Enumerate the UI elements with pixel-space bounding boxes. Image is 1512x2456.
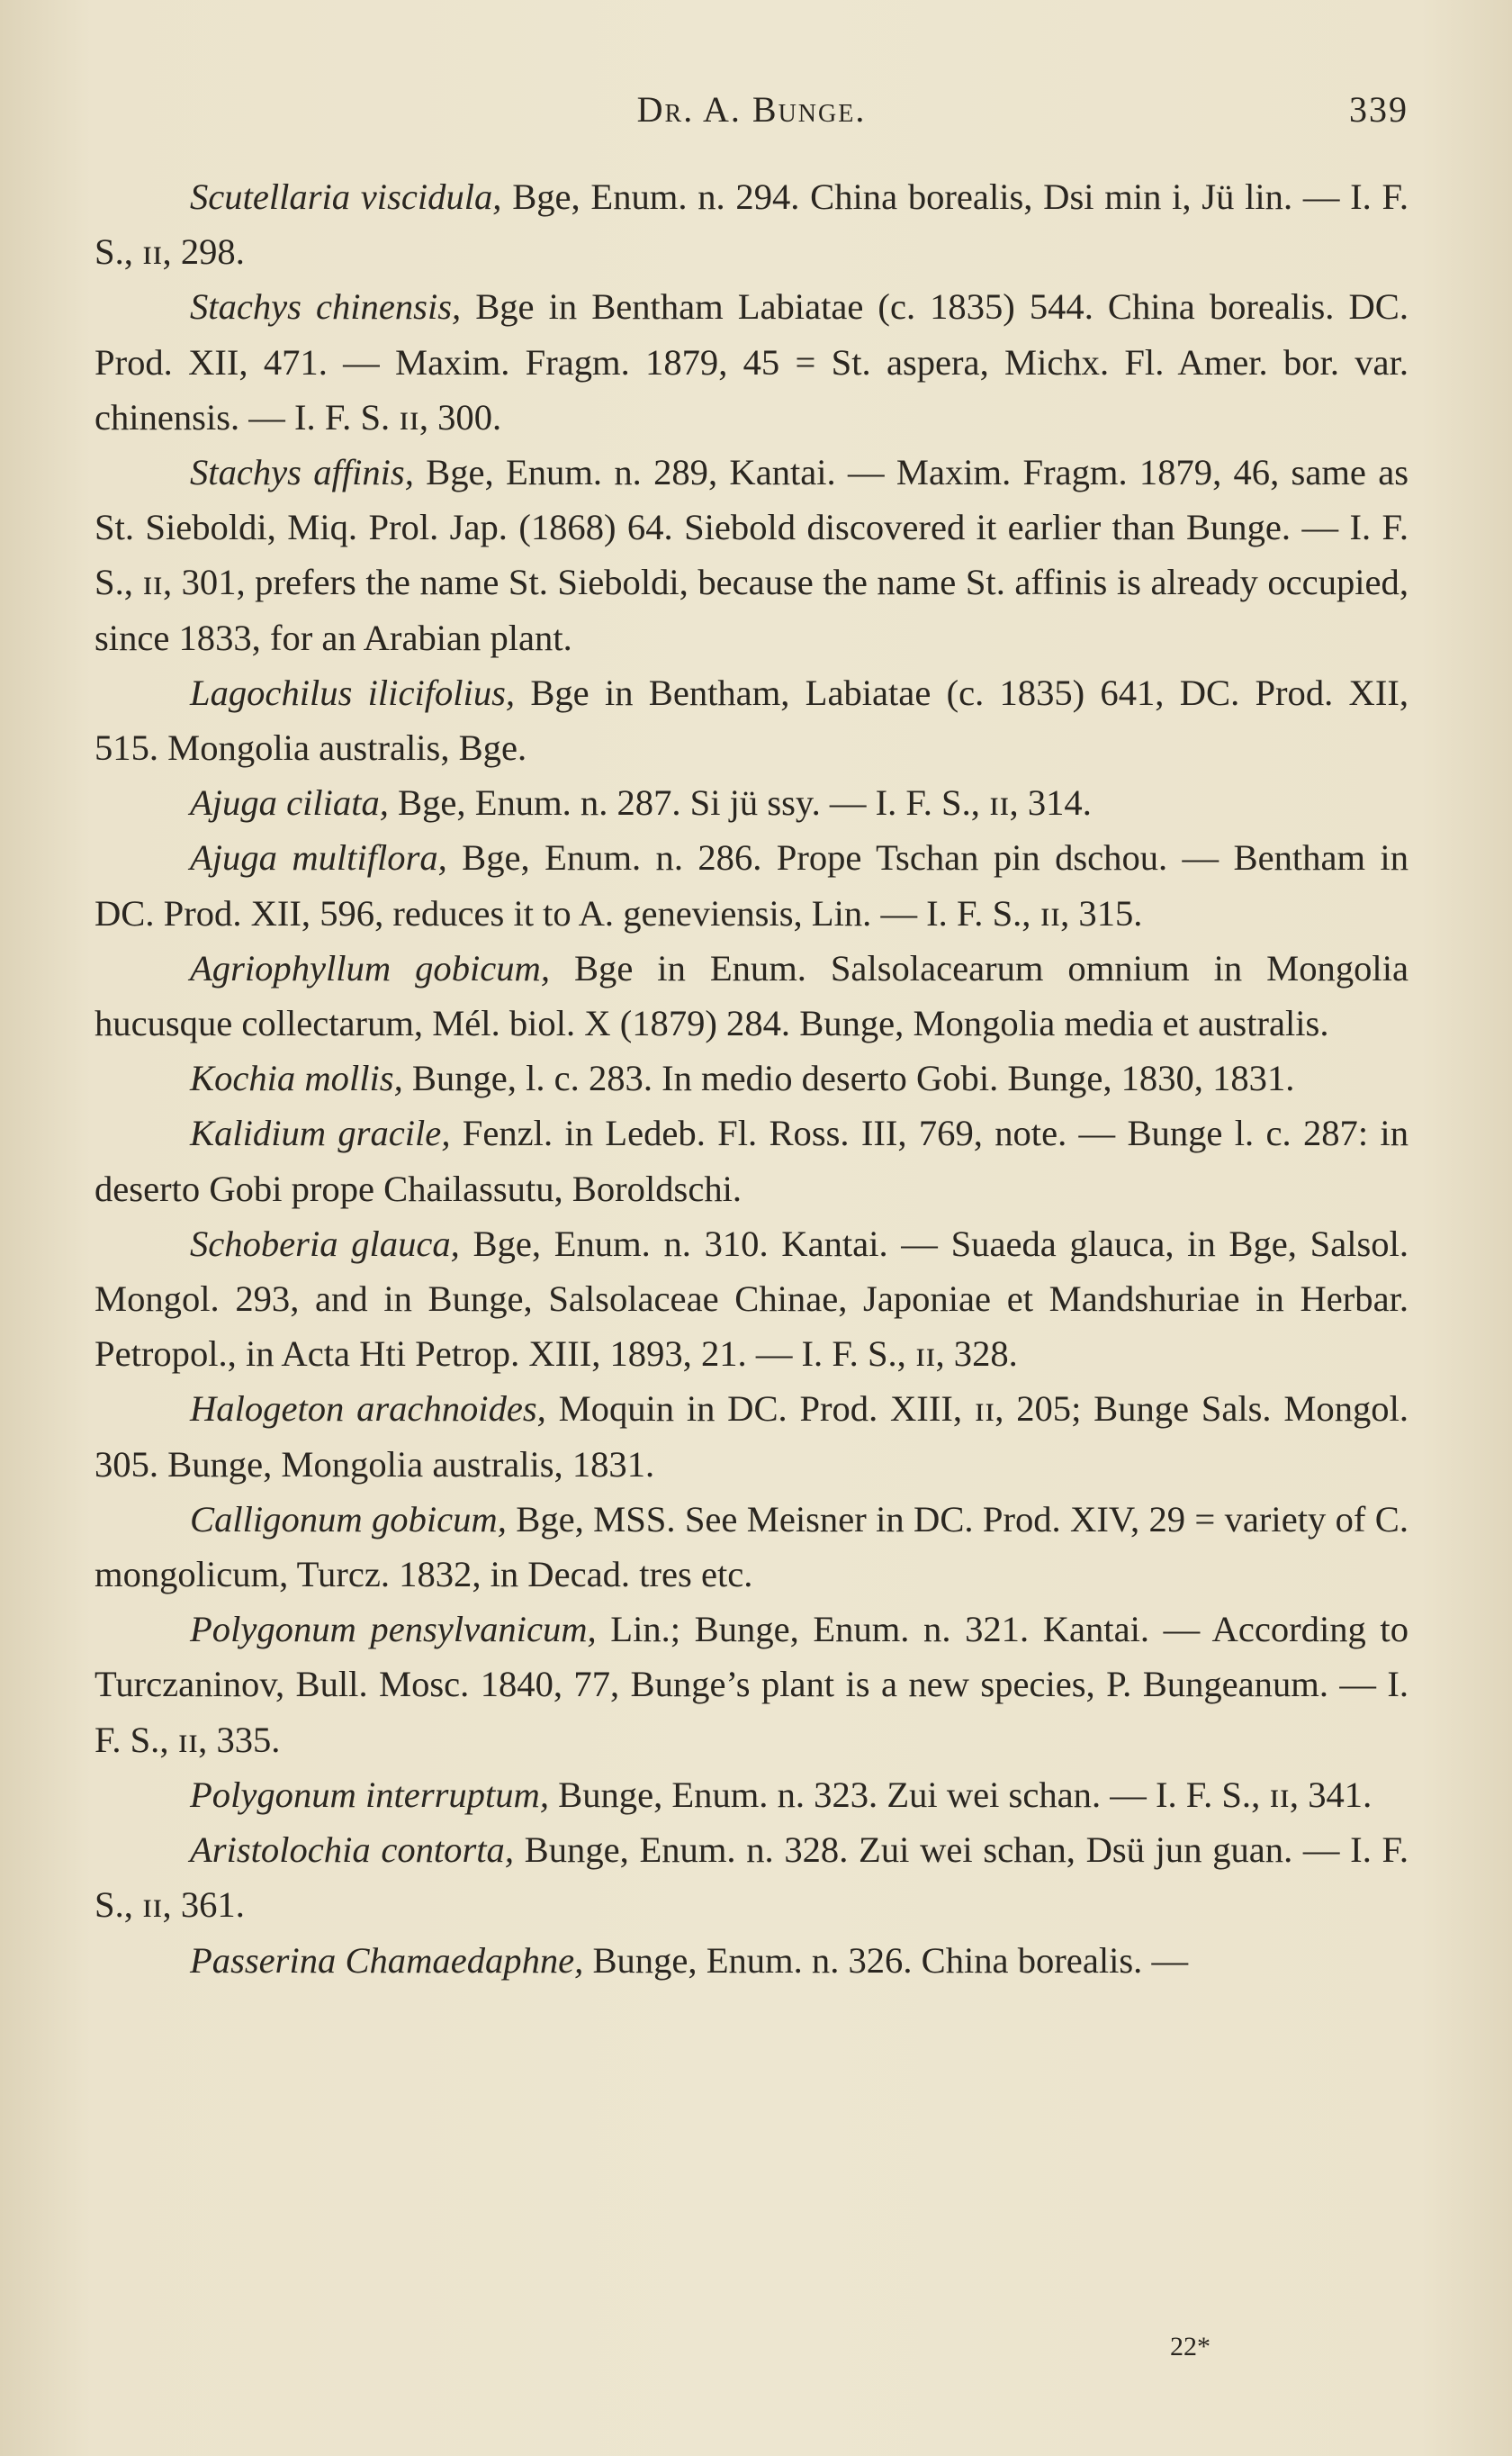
species-name: Kochia mollis, xyxy=(190,1058,403,1099)
species-name: Halogeton arachnoides, xyxy=(190,1388,546,1430)
page-number: 339 xyxy=(1349,89,1408,130)
entry-text: Bge, Enum. n. 286. Prope Tschan pin dschou. — Bentham in DC. Prod. XII, 596, reduces it to A. geneviensis, Lin. — I. F. S., ɪɪ, 315. xyxy=(94,837,1408,934)
species-name: Schoberia glauca, xyxy=(190,1223,460,1264)
entry xyxy=(94,1216,1408,1382)
entry-text: Bge in Enum. Salsolacearum omnium in Mongolia hucusque collectarum, Mél. biol. X (1879) 284. Bunge, Mongolia media et australis. xyxy=(94,947,1408,1044)
entry xyxy=(94,1051,1408,1106)
entry-text: Fenzl. in Ledeb. Fl. Ross. III, 769, note. — Bunge l. c. 287: in deserto Gobi prope Chailassutu, Boroldschi. xyxy=(94,1113,1408,1209)
species-name: Passerina Chamaedaphne, xyxy=(190,1939,584,1981)
running-head: Dr. A. Bunge. xyxy=(636,89,867,130)
entry-text: Bunge, Enum. n. 326. China borealis. — xyxy=(583,1939,1189,1981)
entry-text: Bge in Bentham Labiatae (c. 1835) 544. China borealis. DC. Prod. XII, 471. — Maxim. Fragm. 1879, 45 = St. aspera, Michx. Fl. Amer. bor. var. chinensis. — I. F. S. ɪɪ, 300. xyxy=(94,286,1408,438)
entry-text: Bge, Enum. n. 310. Kantai. — Suaeda glauca, in Bge, Salsol. Mongol. 293, and in Bunge, Salsolaceae Chinae, Japoniae et Mandshuriae in Herbar. Petropol., in Acta Hti Petrop. XIII, 1893, 21. — I. F. S., ɪɪ, 328. xyxy=(94,1223,1408,1375)
entry-text: Bge, Enum. n. 287. Si jü ssy. — I. F. S., ɪɪ, 314. xyxy=(388,782,1092,824)
species-name: Kalidium gracile, xyxy=(190,1113,451,1154)
entry-text: Bunge, Enum. n. 328. Zui wei schan, Dsü jun guan. — I. F. S., ɪɪ, 361. xyxy=(94,1829,1408,1926)
species-name: Agriophyllum gobicum, xyxy=(190,947,551,989)
entry-text: Bge, Enum. n. 289, Kantai. — Maxim. Fragm. 1879, 46, same as St. Sieboldi, Miq. Prol. Jap. (1868) 64. Siebold discovered it earlier than Bunge. — I. F. S., ɪɪ, 301, prefers the name St. Sieboldi, because the name St. affinis is already occupied, since 1833, for an Arabian plant. xyxy=(94,452,1409,658)
entry xyxy=(94,1767,1408,1822)
entry xyxy=(94,1933,1408,1988)
entry-text: Bunge, Enum. n. 323. Zui wei schan. — I. F. S., ɪɪ, 341. xyxy=(549,1774,1372,1815)
entry xyxy=(94,665,1408,775)
species-name: Ajuga multiflora, xyxy=(190,837,447,879)
entry xyxy=(94,830,1408,940)
species-name: Polygonum pensylvanicum, xyxy=(190,1609,597,1650)
page-header xyxy=(94,88,1408,133)
entry xyxy=(94,279,1408,445)
entry xyxy=(94,775,1408,830)
species-name: Ajuga ciliata, xyxy=(190,782,389,824)
signature-mark: 22* xyxy=(1170,2332,1210,2361)
entry-text: Bge, Enum. n. 294. China borealis, Dsi min i, Jü lin. — I. F. S., ɪɪ, 298. xyxy=(94,176,1408,273)
species-name: Stachys chinensis, xyxy=(190,286,462,328)
entry xyxy=(94,1602,1408,1767)
entry xyxy=(94,169,1408,279)
entry xyxy=(94,445,1408,665)
entry-text: Bge, MSS. See Meisner in DC. Prod. XIV, 29 = variety of C. mongolicum, Turcz. 1832, in Decad. tres etc. xyxy=(94,1498,1409,1595)
entry xyxy=(94,941,1408,1051)
entry xyxy=(94,1106,1408,1215)
species-name: Polygonum interruptum, xyxy=(190,1774,549,1815)
species-name: Stachys affinis, xyxy=(190,452,414,493)
entry xyxy=(94,1381,1408,1491)
species-name: Calligonum gobicum, xyxy=(190,1498,507,1540)
species-name: Scutellaria viscidula, xyxy=(190,176,502,217)
entry xyxy=(94,1492,1408,1602)
entry-text: Moquin in DC. Prod. XIII, ɪɪ, 205; Bunge Sals. Mongol. 305. Bunge, Mongolia australis, 1831. xyxy=(94,1388,1408,1485)
entry xyxy=(94,1822,1408,1932)
species-name: Lagochilus ilicifolius, xyxy=(190,672,516,713)
entry-text: Lin.; Bunge, Enum. n. 321. Kantai. — According to Turczaninov, Bull. Mosc. 1840, 77, Bunge’s plant is a new species, P. Bungeanum. — I. F. S., ɪɪ, 335. xyxy=(94,1609,1408,1760)
entry-text: Bunge, l. c. 283. In medio deserto Gobi. Bunge, 1830, 1831. xyxy=(402,1058,1295,1099)
page-body xyxy=(94,169,1408,1988)
species-name: Aristolochia contorta, xyxy=(190,1829,514,1871)
entry-text: Bge in Bentham, Labiatae (c. 1835) 641, DC. Prod. XII, 515. Mongolia australis, Bge. xyxy=(94,672,1408,769)
